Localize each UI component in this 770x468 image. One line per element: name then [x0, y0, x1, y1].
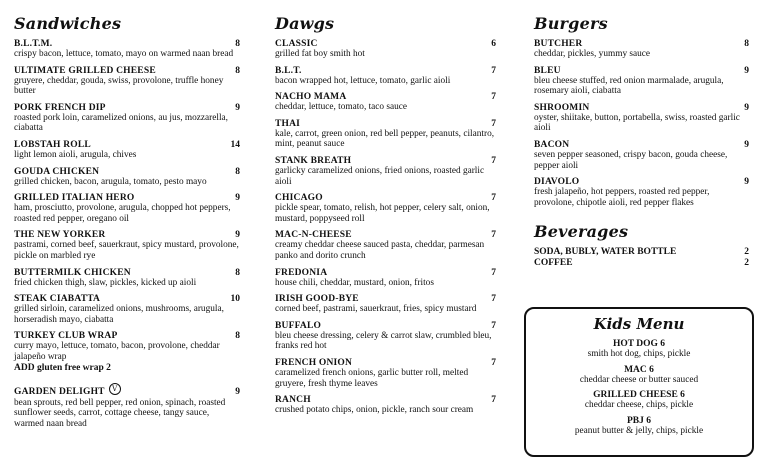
- item-desc: cheddar, pickles, yummy sauce: [534, 49, 651, 59]
- item-price: 7: [491, 357, 496, 368]
- menu-item: [14, 268, 240, 289]
- beverage-name: SODA, BUBLY, WATER BOTTLE: [534, 247, 677, 258]
- menu-item: [14, 66, 240, 97]
- menu-item: [14, 230, 240, 261]
- menu-item: [14, 379, 240, 430]
- kids-item-desc: peanut butter & jelly, chips, pickle: [574, 425, 704, 436]
- item-price: 8: [235, 39, 240, 49]
- burgers-title: Burgers: [534, 14, 608, 33]
- item-name: GARDEN DELIGHT: [14, 386, 105, 397]
- item-name: BLEU: [534, 65, 561, 76]
- beverage-price: 2: [744, 258, 749, 269]
- item-name: FREDONIA: [275, 267, 328, 278]
- item-desc: pickle spear, tomato, relish, hot pepper, celery salt, onion, mustard, poppyseed roll: [275, 203, 490, 224]
- menu-item: [275, 119, 496, 150]
- item-price: 8: [235, 65, 240, 76]
- beverage-row: [534, 247, 749, 258]
- item-desc: bleu cheese dressing, celery & carrot slaw, crumbled bleu, franks red hot: [275, 330, 492, 352]
- menu-item: [275, 358, 496, 389]
- item-desc: gruyere, cheddar, gouda, swiss, provolone, truffle honey butter: [14, 75, 224, 97]
- item-name: STEAK CIABATTA: [14, 294, 101, 305]
- menu-item: [14, 193, 240, 224]
- item-price: 7: [491, 155, 496, 166]
- kids-menu-title: Kids Menu: [593, 315, 685, 333]
- item-name: B.L.T.: [275, 65, 302, 76]
- item-desc: house chili, cheddar, mustard, onion, fritos: [275, 277, 434, 288]
- kids-item: [526, 416, 752, 437]
- item-desc: crispy bacon, lettuce, tomato, mayo on warmed naan bread: [14, 49, 234, 59]
- item-desc: bean sprouts, red bell pepper, red onion, spinach, roasted sunflower seeds, carrot, cottage cheese, tangy sauce, warmed naan bread: [14, 397, 226, 429]
- beverages-title: Beverages: [534, 222, 629, 242]
- item-name: ULTIMATE GRILLED CHEESE: [14, 65, 156, 76]
- item-desc: corned beef, pastrami, sauerkraut, fries, spicy mustard: [275, 304, 477, 315]
- item-name: BUTTERMILK CHICKEN: [14, 267, 131, 278]
- menu-item: [14, 39, 240, 60]
- item-price: 7: [491, 395, 496, 406]
- beverage-name: COFFEE: [534, 258, 573, 269]
- item-name: FRENCH ONION: [275, 357, 353, 368]
- item-name: BACON: [534, 139, 570, 150]
- kids-item-name: HOT DOG 6: [612, 339, 666, 349]
- menu-item: [534, 66, 749, 97]
- item-price: 9: [744, 177, 749, 188]
- menu-item: [275, 39, 496, 60]
- item-desc: curry mayo, lettuce, tomato, bacon, provolone, cheddar jalapeño wrap: [14, 341, 220, 362]
- menu-item: [14, 167, 240, 188]
- item-name: CLASSIC: [275, 39, 318, 49]
- item-name: BUFFALO: [275, 320, 322, 331]
- item-desc: garlicky caramelized onions, fried onions, roasted garlic aioli: [275, 165, 485, 187]
- item-price: 9: [235, 230, 240, 241]
- item-name: RANCH: [275, 395, 311, 406]
- item-price: 7: [491, 193, 496, 204]
- item-name: SHROOMIN: [534, 102, 590, 113]
- menu-item: [534, 39, 749, 60]
- item-price: 8: [235, 267, 240, 278]
- burgers-section: [534, 0, 749, 269]
- menu-item: [14, 294, 240, 325]
- beverage-price: 2: [744, 247, 749, 258]
- item-price: 14: [230, 139, 240, 150]
- item-price: 9: [235, 193, 240, 204]
- item-desc: grilled chicken, bacon, arugula, tomato, pesto mayo: [14, 176, 207, 187]
- item-price: 8: [235, 166, 240, 177]
- kids-item-name: GRILLED CHEESE 6: [593, 390, 685, 400]
- item-name: IRISH GOOD-BYE: [275, 294, 359, 305]
- item-price: 9: [235, 102, 240, 113]
- item-name: TURKEY CLUB WRAP: [14, 331, 118, 342]
- kids-menu-box: [524, 307, 754, 457]
- beverage-row: [534, 258, 749, 269]
- item-desc: bacon wrapped hot, lettuce, tomato, garlic aioli: [275, 75, 451, 86]
- vegetarian-icon: V: [109, 383, 121, 395]
- menu-item: [275, 193, 496, 224]
- kids-item: [526, 365, 752, 386]
- item-desc: bleu cheese stuffed, red onion marmalade, arugula, rosemary aioli, ciabatta: [534, 75, 724, 97]
- sandwiches-section: [14, 0, 240, 435]
- item-desc: kale, carrot, green onion, red bell pepper, peanuts, cilantro, mint, peanut sauce: [275, 128, 495, 150]
- menu-item: [14, 331, 240, 372]
- item-desc: cheddar, lettuce, tomato, taco sauce: [275, 102, 408, 113]
- item-name: BUTCHER: [534, 39, 583, 49]
- item-name: STANK BREATH: [275, 155, 352, 166]
- kids-item: [526, 390, 752, 411]
- item-addon: ADD gluten free wrap 2: [14, 362, 111, 373]
- item-price: 8: [744, 39, 749, 49]
- dawgs-title: Dawgs: [275, 14, 335, 33]
- item-name: GRILLED ITALIAN HERO: [14, 193, 135, 204]
- item-desc: grilled fat boy smith hot: [275, 49, 365, 59]
- item-desc: creamy cheddar cheese sauced pasta, cheddar, parmesan panko and dorito crunch: [275, 240, 485, 261]
- item-price: 7: [491, 294, 496, 305]
- menu-item: [275, 230, 496, 261]
- item-price: 7: [491, 118, 496, 129]
- menu-item: [534, 177, 749, 208]
- item-price: 9: [744, 102, 749, 113]
- item-name: MAC-N-CHEESE: [275, 230, 352, 241]
- menu-item: [275, 294, 496, 315]
- menu-item: [275, 156, 496, 187]
- item-desc: caramelized french onions, garlic butter roll, melted gruyere, fresh thyme leaves: [275, 367, 469, 389]
- item-desc: light lemon aioli, arugula, chives: [14, 149, 137, 160]
- item-desc: crushed potato chips, onion, pickle, ranch sour cream: [275, 405, 474, 416]
- menu-item: [275, 395, 496, 416]
- item-price: 10: [230, 294, 240, 305]
- item-desc: fresh jalapeño, hot peppers, roasted red pepper, provolone, chipotle aioli, red pepper flakes: [534, 187, 710, 208]
- item-price: 7: [491, 92, 496, 103]
- menu-item: [275, 268, 496, 289]
- item-name: PORK FRENCH DIP: [14, 102, 106, 113]
- item-price: 7: [491, 230, 496, 241]
- kids-item-desc: cheddar cheese, chips, pickle: [584, 400, 694, 410]
- item-price: 7: [491, 320, 496, 331]
- item-name: CHICAGO: [275, 193, 323, 204]
- sandwiches-title: Sandwiches: [14, 14, 122, 33]
- item-name: THE NEW YORKER: [14, 230, 106, 241]
- item-name: B.L.T.M.: [14, 39, 53, 49]
- item-price: 7: [491, 267, 496, 278]
- item-price: 7: [491, 65, 496, 76]
- menu-item: [275, 92, 496, 113]
- menu-item: [14, 103, 240, 134]
- item-price: 9: [744, 65, 749, 76]
- kids-item-desc: cheddar cheese or butter sauced: [579, 374, 699, 385]
- item-desc: pastrami, corned beef, sauerkraut, spicy mustard, provolone, pickle on marbled rye: [14, 240, 239, 261]
- item-name: THAI: [275, 118, 301, 129]
- item-price: 6: [491, 39, 496, 49]
- item-name: NACHO MAMA: [275, 92, 347, 103]
- item-desc: seven pepper seasoned, crispy bacon, gouda cheese, pepper aioli: [534, 149, 728, 171]
- item-price: 9: [235, 386, 240, 397]
- kids-item-desc: smith hot dog, chips, pickle: [587, 349, 691, 359]
- item-name: GOUDA CHICKEN: [14, 166, 100, 177]
- dawgs-section: [275, 0, 496, 422]
- menu-item: [275, 66, 496, 87]
- item-desc: grilled sirloin, caramelized onions, mushrooms, arugula, horseradish mayo, ciabatta: [14, 304, 224, 325]
- menu-item: [534, 140, 749, 171]
- menu-item: [275, 321, 496, 352]
- item-price: 8: [235, 331, 240, 342]
- item-price: 9: [744, 139, 749, 150]
- item-desc: roasted pork loin, caramelized onions, au jus, mozzarella, ciabatta: [14, 112, 229, 134]
- kids-item: [526, 339, 752, 360]
- kids-item-name: MAC 6: [624, 364, 654, 375]
- item-desc: ham, prosciutto, provolone, arugula, chopped hot peppers, roasted red pepper, oregano oil: [14, 203, 231, 224]
- kids-item-name: PBJ 6: [626, 415, 651, 426]
- menu-item: [534, 103, 749, 134]
- item-desc: oyster, shiitake, button, portabella, swiss, roasted garlic aioli: [534, 112, 740, 134]
- item-desc: fried chicken thigh, slaw, pickles, kicked up aioli: [14, 277, 197, 288]
- item-name: LOBSTAH ROLL: [14, 139, 91, 150]
- menu-item: [14, 140, 240, 161]
- item-name: DIAVOLO: [534, 177, 580, 188]
